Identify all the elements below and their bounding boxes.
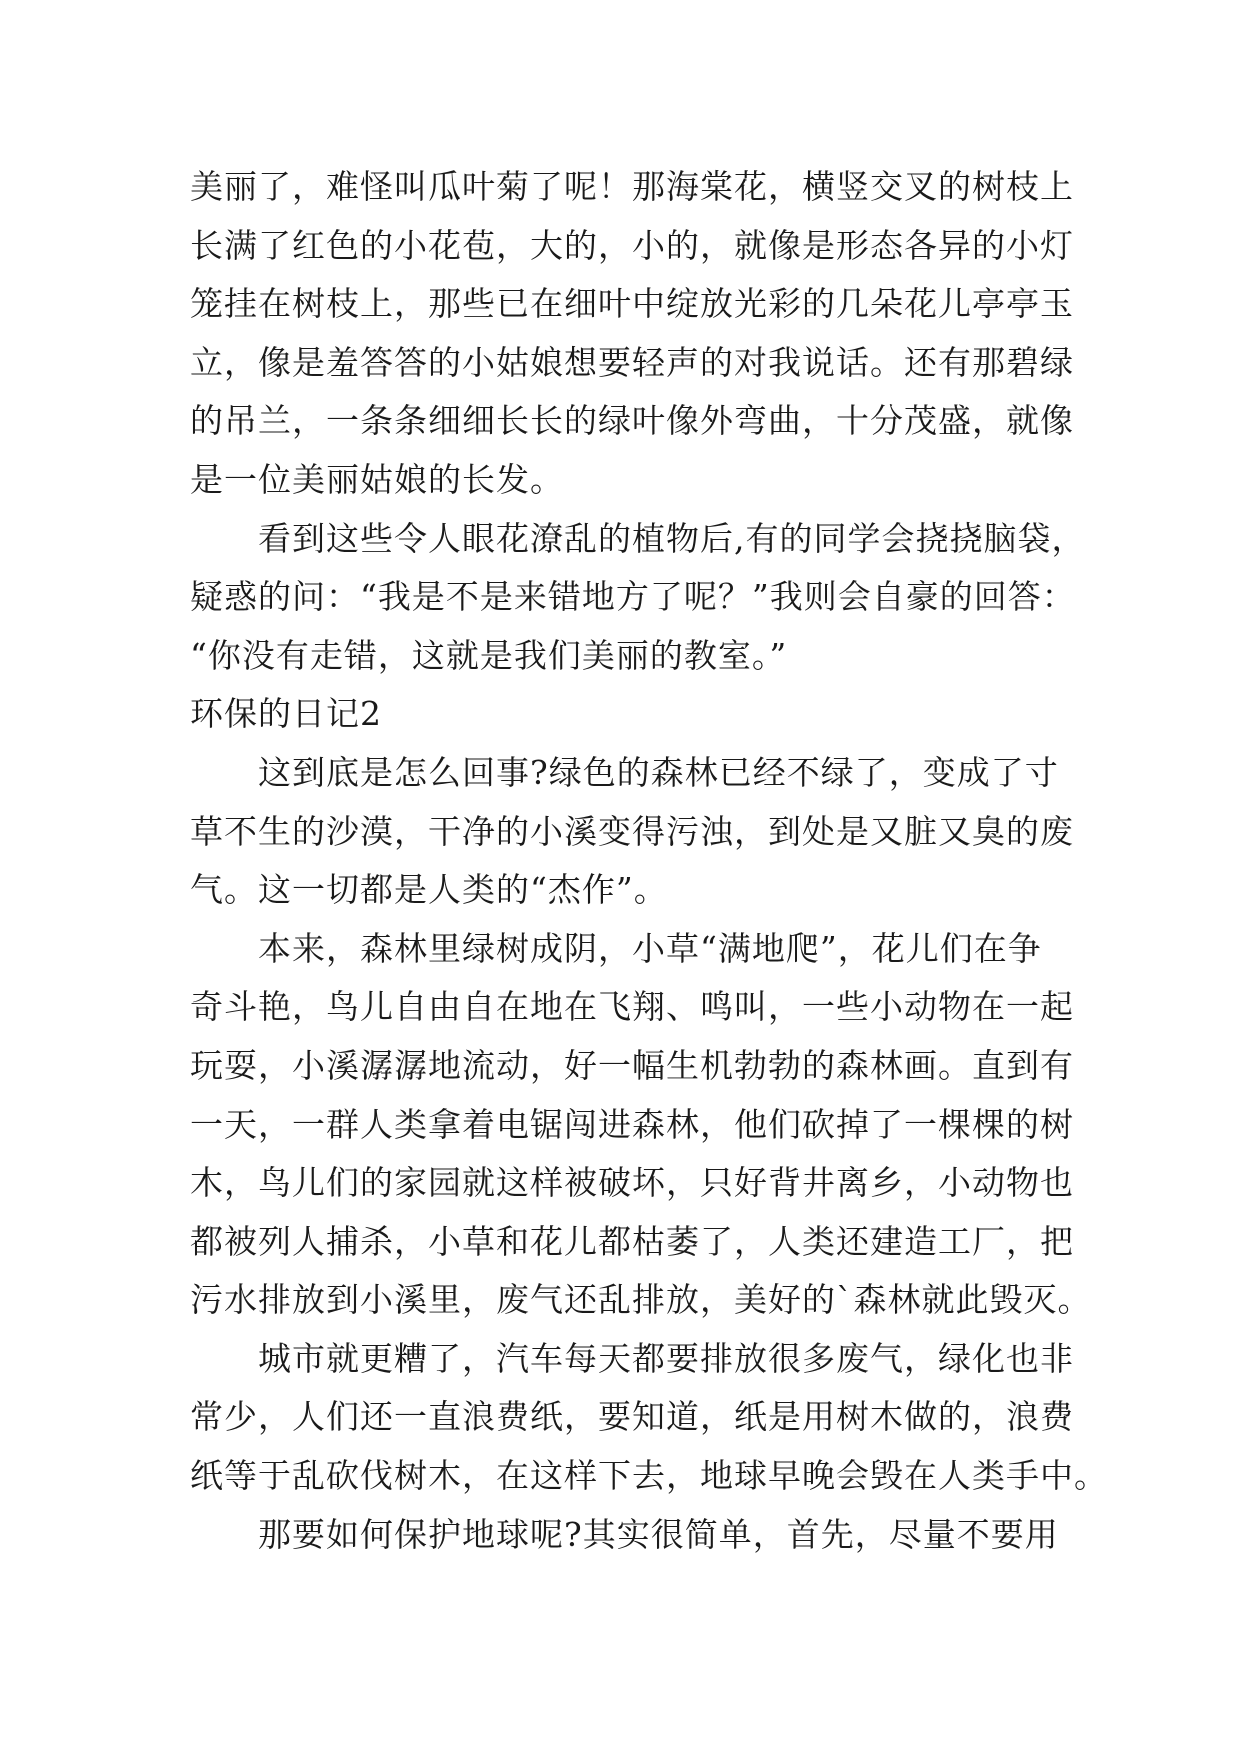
text-line: 草不生的沙漠，干净的小溪变得污浊，到处是又脏又臭的废 [190,811,1074,851]
text-line: 奇斗艳，鸟儿自由自在地在飞翔、鸣叫，一些小动物在一起 [190,987,1074,1027]
paragraph-start-line: 这到底是怎么回事?绿色的森林已经不绿了，变成了寸 [258,752,1059,792]
section-heading: 环保的日记2 [190,694,382,734]
paragraph-start-line: 看到这些令人眼花潦乱的植物后,有的同学会挠挠脑袋， [258,518,1086,558]
text-line: 玩耍，小溪潺潺地流动，好一幅生机勃勃的森林画。直到有 [190,1045,1074,1085]
text-line: 是一位美丽姑娘的长发。 [190,459,564,499]
text-line: 气。这一切都是人类的“杰作”。 [190,870,668,910]
text-line: 纸等于乱砍伐树木，在这样下去，地球早晚会毁在人类手中。 [190,1456,1108,1496]
paragraph-start-line: 那要如何保护地球呢?其实很简单，首先，尽量不要用 [258,1514,1059,1554]
text-line: 笼挂在树枝上，那些已在细叶中绽放光彩的几朵花儿亭亭玉 [190,284,1074,324]
text-line: 污水排放到小溪里，废气还乱排放，美好的`森林就此毁灭。 [190,1280,1092,1320]
text-line: 疑惑的问：“我是不是来错地方了呢？”我则会自豪的回答： [190,577,1076,617]
text-line: 一天，一群人类拿着电锯闯进森林，他们砍掉了一棵棵的树 [190,1104,1074,1144]
text-line: 都被列人捕杀，小草和花儿都枯萎了，人类还建造工厂，把 [190,1221,1074,1261]
text-line: “你没有走错，这就是我们美丽的教室。” [190,635,788,675]
text-line: 木，鸟儿们的家园就这样被破坏，只好背井离乡，小动物也 [190,1163,1074,1203]
text-line: 常少，人们还一直浪费纸，要知道，纸是用树木做的，浪费 [190,1397,1074,1437]
text-line: 立，像是羞答答的小姑娘想要轻声的对我说话。还有那碧绿 [190,342,1074,382]
text-line: 美丽了，难怪叫瓜叶菊了呢！那海棠花，横竖交叉的树枝上 [190,167,1074,206]
text-line: 的吊兰，一条条细细长长的绿叶像外弯曲，十分茂盛，就像 [190,401,1074,441]
document-body [190,158,1108,1564]
text-line: 长满了红色的小花苞，大的，小的，就像是形态各异的小灯 [190,225,1074,265]
paragraph-start-line: 本来，森林里绿树成阴，小草“满地爬”，花儿们在争 [258,928,1042,968]
paragraph-start-line: 城市就更糟了，汽车每天都要排放很多废气，绿化也非 [258,1338,1074,1378]
